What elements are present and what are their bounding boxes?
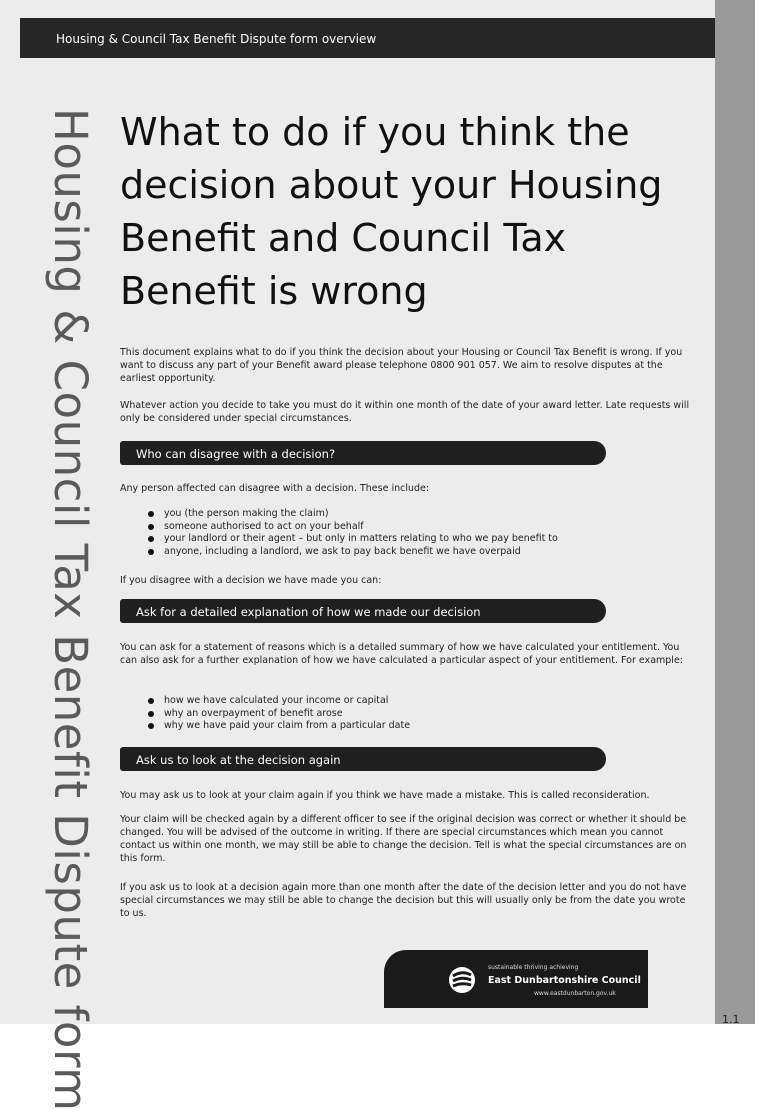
council-name: East Dunbartonshire Council xyxy=(488,975,641,986)
explanation-paragraph: You can ask for a statement of reasons which is a detailed summary of how we have calculated your entitlement. You can also ask for a further explanation of how we have calculated a particular aspect of your entitlement. For example: xyxy=(120,642,683,666)
section-heading-reconsider-text: Ask us to look at the decision again xyxy=(136,753,341,767)
list-item: someone authorised to act on your behalf xyxy=(148,521,558,534)
list-item: you (the person making the claim) xyxy=(148,508,558,521)
header-bar-text: Housing & Council Tax Benefit Dispute form overview xyxy=(56,32,377,46)
who-bullet-list xyxy=(148,508,558,558)
list-item: your landlord or their agent – but only in matters relating to who we pay benefit to xyxy=(148,533,558,546)
reconsider-paragraph-2: Your claim will be checked again by a different officer to see if the original decision was correct or whether it should be changed. You will be advised of the outcome in writing. If there are special circumstances which mean you cannot contact us within one month, we may still be able to change the decision. Tell is what the special circumstances are on this form. xyxy=(120,814,687,864)
page-edge-strip xyxy=(715,0,755,1024)
reconsider-paragraph-1: You may ask us to look at your claim again if you think we have made a mistake. This is called reconsideration. xyxy=(120,790,650,801)
reconsider-paragraph-3: If you ask us to look at a decision again more than one month after the date of the decision letter and you do not have special circumstances we may still be able to change the decision but this will usually only be from the date you wrote to us. xyxy=(120,882,687,919)
list-item: how we have calculated your income or capital xyxy=(148,695,410,708)
list-item: anyone, including a landlord, we ask to pay back benefit we have overpaid xyxy=(148,546,558,559)
explanation-bullet-list xyxy=(148,695,410,733)
intro-paragraph-1: This document explains what to do if you think the decision about your Housing or Council Tax Benefit is wrong. If you want to discuss any part of your Benefit award please telephone 0800 901 057. We aim to resolve disputes at the earliest opportunity. xyxy=(120,347,683,384)
section-heading-explanation xyxy=(120,599,606,623)
header-bar xyxy=(20,18,715,58)
side-title: Housing & Council Tax Benefit Dispute form xyxy=(44,108,97,1112)
list-item: why we have paid your claim from a particular date xyxy=(148,720,410,733)
council-footer xyxy=(384,950,648,1008)
intro-paragraph-2: Whatever action you decide to take you must do it within one month of the date of your award letter. Late requests will only be considered under special circumstances. xyxy=(120,400,690,424)
section-heading-explanation-text: Ask for a detailed explanation of how we made our decision xyxy=(136,605,481,619)
who-lead-text: Any person affected can disagree with a decision. These include: xyxy=(120,483,430,494)
section-heading-who xyxy=(120,441,606,465)
list-item: why an overpayment of benefit arose xyxy=(148,708,410,721)
council-tagline: sustainable thriving achieving xyxy=(488,964,579,971)
who-closing-text: If you disagree with a decision we have made you can: xyxy=(120,575,382,586)
section-heading-who-text: Who can disagree with a decision? xyxy=(136,447,336,461)
council-logo-icon xyxy=(448,966,476,994)
page-number: 1.1 xyxy=(722,1013,740,1026)
council-url: www.eastdunbarton.gov.uk xyxy=(534,990,616,997)
page-title: What to do if you think the decision about your Housing Benefit and Council Tax Benefit is wrong xyxy=(120,110,663,313)
section-heading-reconsider xyxy=(120,747,606,771)
